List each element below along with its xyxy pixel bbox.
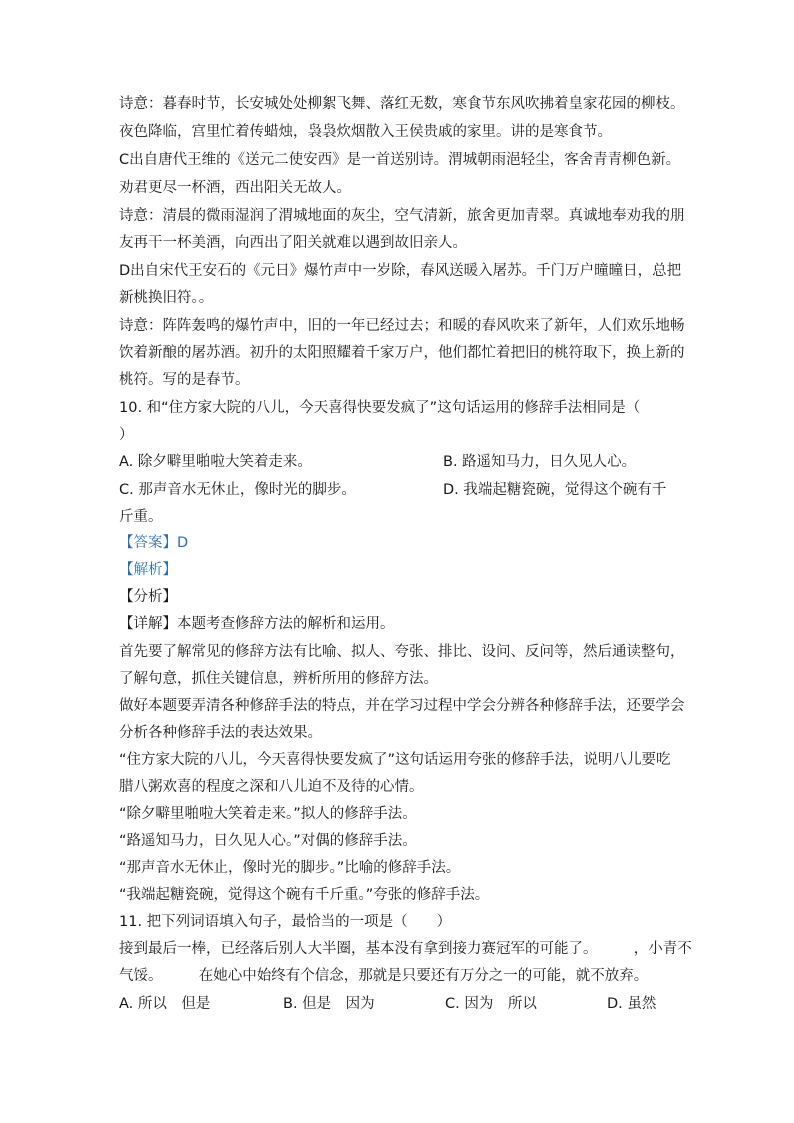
explanation-line: “那声音水无休止，像时光的脚步。”比喻的修辞手法。: [119, 860, 461, 876]
explanation-line: 分析各种修辞手法的表达效果。: [119, 725, 322, 741]
fenxi-label: 【分析】: [119, 589, 177, 605]
option-c-source-line: C出自唐代王维的《送元二使安西》是一首送别诗。渭城朝雨浥轻尘，客舍青青柳色新。: [119, 152, 681, 168]
explanation-line: 做好本题要弄清各种修辞手法的特点，并在学习过程中学会分辨各种修辞手法，还要学会: [119, 698, 685, 714]
poem-meaning-line: 饮着新酿的屠苏酒。初升的太阳照耀着千家万户，他们都忙着把旧的桃符取下，换上新的: [119, 345, 685, 361]
question-10-stem-end: ）: [119, 427, 134, 443]
explanation-line: “住方家大院的八儿，今天喜得快要发疯了”这句话运用夸张的修辞手法，说明八儿要吃: [119, 752, 671, 768]
explanation-line: “我端起糖瓷碗，觉得这个碗有千斤重。”夸张的修辞手法。: [119, 887, 490, 903]
question-11-text: 气馁。 在她心中始终有个信念，那就是只要还有万分之一的可能，就不放弃。: [119, 968, 649, 984]
poem-line: 劝君更尽一杯酒，西出阳关无故人。: [119, 180, 351, 196]
explanation-line: 了解句意，抓住关键信息，辨析所用的修辞方法。: [119, 671, 438, 687]
analysis-label: 【解析】: [119, 562, 177, 578]
poem-meaning-line: 诗意：阵阵轰鸣的爆竹声中，旧的一年已经过去；和暖的春风吹来了新年，人们欢乐地畅: [119, 318, 685, 334]
q11-option-a: A. 所以 但是: [119, 996, 211, 1012]
q10-option-d-continued: 斤重。: [119, 509, 163, 525]
poem-line: 新桃换旧符。。: [119, 290, 214, 306]
q11-option-c: C. 因为 所以: [445, 996, 537, 1012]
option-d-source-line: D出自宋代王安石的《元日》爆竹声中一岁除，春风送暖入屠苏。千门万户曈曈日，总把: [119, 263, 682, 279]
q10-option-b: B. 路遥知马力，日久见人心。: [443, 454, 637, 470]
explanation-line: 首先要了解常见的修辞方法有比喻、拟人、夸张、排比、设问、反问等，然后通读整句，: [119, 644, 685, 660]
detailed-explanation: [119, 614, 679, 634]
explanation-line: 腊八粥欢喜的程度之深和八儿迫不及待的心情。: [119, 779, 424, 795]
poem-meaning-line: 桃符。写的是春节。: [119, 372, 250, 388]
xiangjie-text: 本题考查修辞方法的解析和运用。: [177, 616, 395, 632]
xiangjie-label: 【详解】: [119, 616, 177, 632]
poem-meaning-line: 诗意：清晨的微雨湿润了渭城地面的灰尘，空气清新，旅舍更加青翠。真诚地奉劝我的朋: [119, 208, 685, 224]
poem-meaning-line: 诗意：暮春时节，长安城处处柳絮飞舞、落红无数，寒食节东风吹拂着皇家花园的柳枝。: [119, 96, 685, 112]
question-11-text: 接到最后一棒，已经落后别人大半圈，基本没有拿到接力赛冠军的可能了。 ，小青不: [119, 941, 692, 957]
q10-option-c: C. 那声音水无休止，像时光的脚步。: [119, 482, 356, 498]
q11-option-b: B. 但是 因为: [283, 996, 375, 1012]
poem-meaning-line: 夜色降临，宫里忙着传蜡烛，袅袅炊烟散入王侯贵戚的家里。讲的是寒食节。: [119, 124, 612, 140]
question-11-stem: 11. 把下列词语填入句子，最恰当的一项是（ ）: [119, 914, 452, 930]
q10-option-a: A. 除夕噼里啪啦大笑着走来。: [119, 454, 312, 470]
explanation-line: “除夕噼里啪啦大笑着走来。”拟人的修辞手法。: [119, 806, 417, 822]
answer-label: 【答案】D: [119, 535, 189, 551]
q11-option-d: D. 虽然: [607, 996, 657, 1012]
poem-meaning-line: 友再干一杯美酒，向西出了阳关就难以遇到故旧亲人。: [119, 235, 467, 251]
explanation-line: “路遥知马力，日久见人心。”对偶的修辞手法。: [119, 833, 417, 849]
question-10-stem: 10. 和“住方家大院的八儿，今天喜得快要发疯了”这句话运用的修辞手法相同是（: [119, 400, 641, 416]
q10-option-d: D. 我端起糖瓷碗，觉得这个碗有千: [443, 482, 667, 498]
